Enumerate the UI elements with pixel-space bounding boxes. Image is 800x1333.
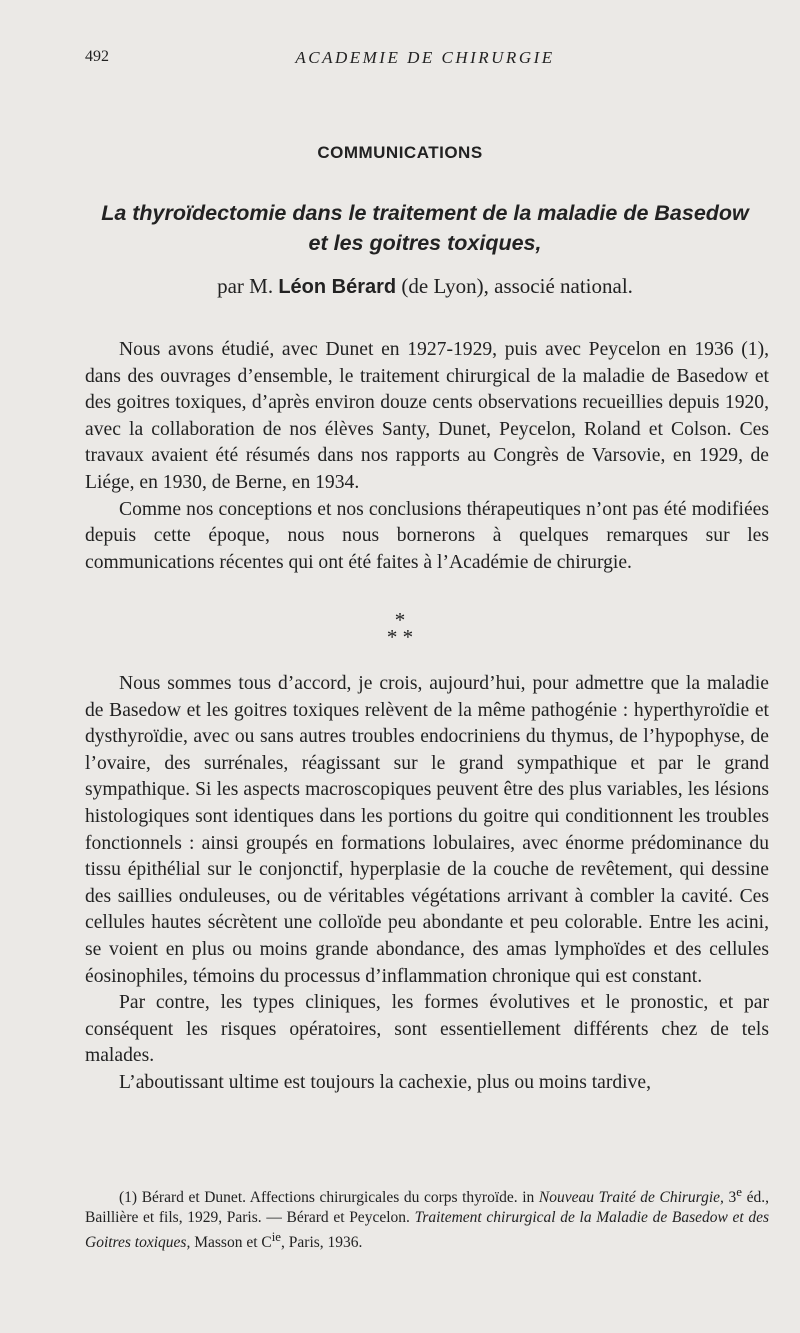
footnote-publisher-sup: ie — [271, 1229, 282, 1245]
footnote-authors: Bérard et Dunet. — [141, 1189, 246, 1207]
footnote-edition-number: 3 — [728, 1189, 737, 1207]
article-title-line-2: et les goitres toxiques, — [308, 231, 542, 255]
article-title-line-1: La thyroïdectomie dans le traitement de la maladie de Basedow — [101, 201, 749, 225]
footnote-place-year: , Paris, 1936. — [281, 1234, 363, 1252]
page-header — [85, 48, 765, 72]
footnote-text — [85, 1182, 769, 1253]
page-number: 492 — [85, 48, 109, 65]
footnote-text-1: Affections chirurgicales du corps thyroïde. in — [249, 1189, 535, 1207]
separator-stars-bottom: * * — [386, 625, 414, 649]
running-head: ACADEMIE DE CHIRURGIE — [295, 48, 555, 67]
footnote — [85, 1182, 769, 1253]
footnote-edition-rest: éd., Baillière et fils, 1929, Paris. — — [85, 1189, 770, 1226]
paragraph-4: Par contre, les types cliniques, les formes évolutives et le pronostic, et par conséquent les risques opératoires, sont essentiellement différents chez de tels malades. — [85, 992, 769, 1067]
footnote-marker: (1) — [119, 1189, 138, 1207]
section-separator — [0, 608, 800, 649]
footnote-publisher: Masson et C — [194, 1234, 272, 1252]
footnote-title-1: Nouveau Traité de Chirurgie, — [538, 1189, 724, 1207]
article-title — [85, 198, 765, 258]
paragraph-3: Nous sommes tous d’accord, je crois, aujourd’hui, pour admettre que la maladie de Basedow et les goitres toxiques relèvent de la même pathogénie : hyperthyroïdie et dysthyroïdie, avec ou sans autres troubles endocriniens du thymus, de l’hypophyse, de l’ovaire, des surrénales, réagissant sur le grand sympathique et par le grand sympathique. Si les aspects macroscopiques peuvent être des plus variables, les lésions histologiques sont identiques dans les portions du goitre qui conditionnent les troubles fonctionnels : ainsi groupés en formations lobulaires, avec énorme prédominance du tissu épithélial sur le conjonctif, hyperplasie de la couche de revêtement, qui dessine des saillies onduleuses, ou de véritables végétations arrivant à combler la cavité. Ces cellules hautes sécrètent une colloïde peu abondante et peu colorable. Entre les acini, se voient en plus ou moins grande abondance, des amas lymphoïdes et des cellules éosinophiles, témoins du processus d’inflammation chronique qui est constant. — [85, 673, 769, 987]
body-main — [85, 671, 769, 1097]
byline-suffix: (de Lyon), associé national. — [401, 274, 633, 298]
footnote-edition-sup: e — [736, 1184, 743, 1199]
footnote-authors-2: Bérard et Peycelon. — [286, 1208, 410, 1226]
footnote-title-2: Traitement chirurgical de la Maladie de Basedow et des Goitres toxiques, — [85, 1208, 770, 1252]
separator-star-top: * — [394, 608, 406, 632]
byline-prefix: par M. — [217, 274, 274, 298]
paragraph-5: L’aboutissant ultime est toujours la cachexie, plus ou moins tardive, — [119, 1071, 652, 1093]
byline — [85, 274, 765, 299]
paragraph-1: Nous avons étudié, avec Dunet en 1927-1929, puis avec Peycelon en 1936 (1), dans des ouvrages d’ensemble, le traitement chirurgical de la maladie de Basedow et des goitres toxiques, d’après environ douze cents observations recueillies depuis 1920, avec la collaboration de nos élèves Santy, Dunet, Peycelon, Roland et Colson. Ces travaux avaient été résumés dans nos rapports au Congrès de Varsovie, en 1929, de Liége, en 1930, de Berne, en 1934. — [85, 339, 769, 493]
author-name: Léon Bérard — [278, 276, 397, 298]
paragraph-2: Comme nos conceptions et nos conclusions thérapeutiques n’ont pas été modifiées depuis cette époque, nous nous bornerons à quelques remarques sur les communications récentes qui ont été faites à l’Académie de chirurgie. — [85, 498, 769, 573]
section-title: COMMUNICATIONS — [317, 143, 483, 162]
body-intro — [85, 337, 769, 576]
